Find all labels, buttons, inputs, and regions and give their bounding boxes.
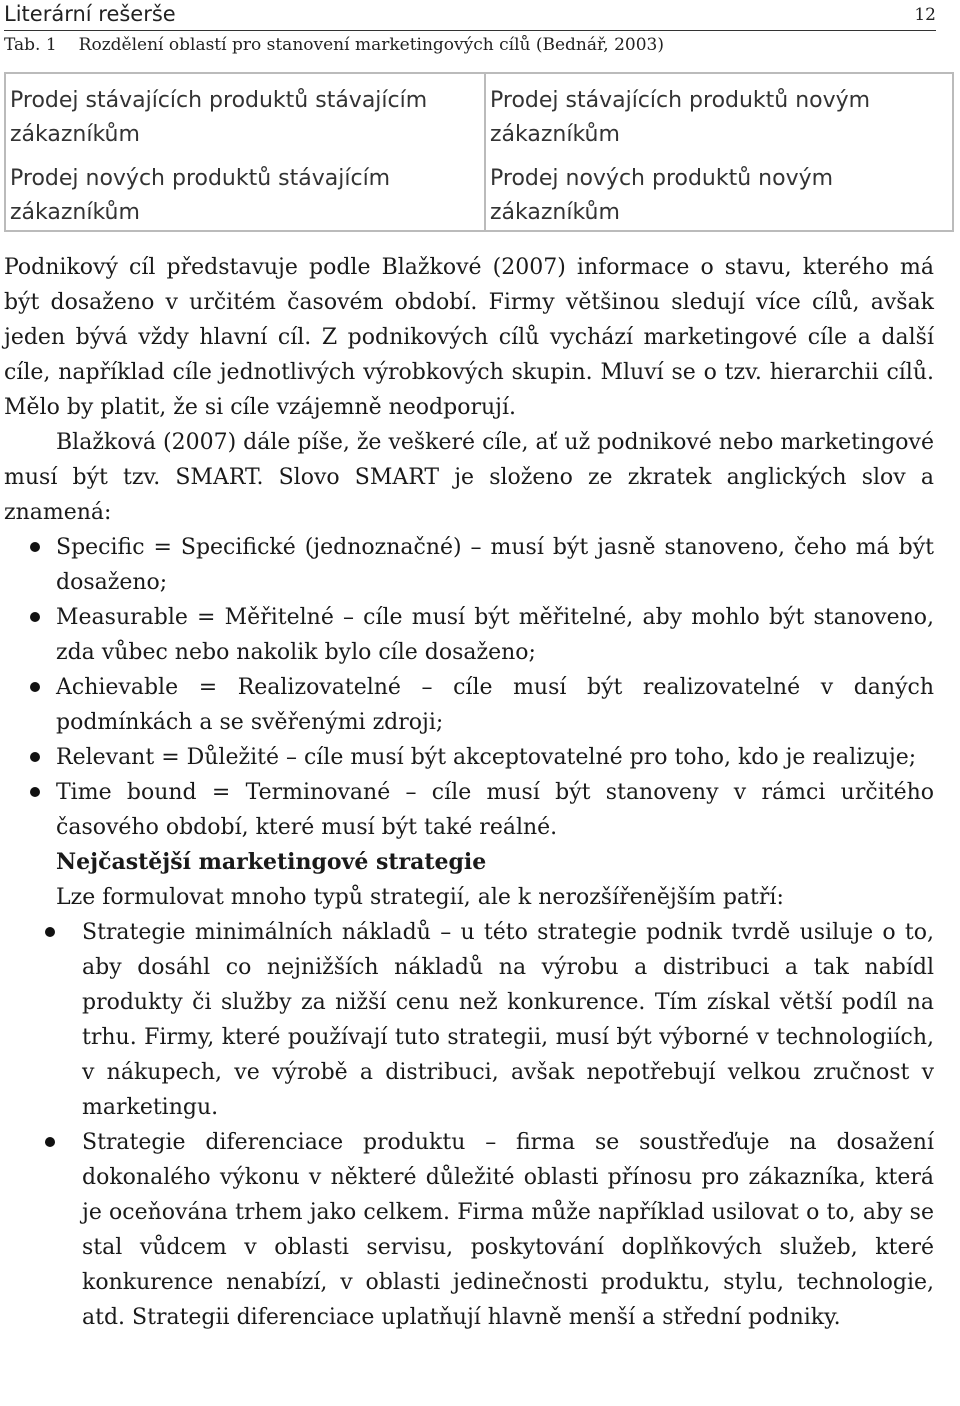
strategy-text: Strategie diferenciace produktu – firma se soustřeďuje na dosažení dokonalého výkonu v některé důležité oblasti přínosu pro zákazníka, která je oceňována trhem jako celkem. Firma může například usilovat o to, aby se stal vůdcem v oblasti servisu, poskytování doplňkových služeb, které konkurence nenabízí, v oblasti jedinečnosti produktu, stylu, technologie, atd. Strategii diferenciace uplatňují hlavně menší a střední podniky. — [82, 1130, 934, 1330]
section-heading: Nejčastější marketingové strategie — [56, 849, 487, 875]
list-item — [4, 670, 934, 740]
section-intro: Lze formulovat mnoho typů strategií, ale k nerozšířenějším patří: — [56, 885, 784, 910]
smart-item-text: Relevant = Důležité – cíle musí být akceptovatelné pro toho, kdo je realizuje; — [56, 745, 917, 770]
list-item — [4, 915, 934, 1125]
smart-item-text: Measurable = Měřitelné – cíle musí být měřitelné, aby mohlo být stanoveno, zda vůbec nebo nakolik bylo cíle dosaženo; — [56, 605, 934, 665]
bullet-icon — [30, 787, 40, 797]
table-caption — [4, 32, 664, 58]
page-header — [4, 0, 936, 31]
list-item — [4, 530, 934, 600]
bullet-icon — [30, 612, 40, 622]
cell-new-products-new-customers: Prodej nových produktů novým zákazníkům — [490, 166, 834, 225]
list-item — [4, 600, 934, 670]
table-caption-label: Tab. 1 — [4, 35, 57, 55]
list-item — [4, 740, 934, 775]
table-row — [5, 73, 953, 231]
paragraph-corporate-goal: Podnikový cíl představuje podle Blažkové (2007) informace o stavu, kterého má být dosaženo v určitém časovém období. Firmy většinou sledují více cílů, avšak jeden bývá vždy hlavní cíl. Z podnikových cílů vychází marketingové cíle a další cíle, například cíle jednotlivých výrobkových skupin. Mluví se o tzv. hierarchii cílů. Mělo by platit, že si cíle vzájemně neodporují. — [4, 255, 934, 420]
paragraph-smart-intro: Blažková (2007) dále píše, že veškeré cíle, ať už podnikové nebo marketingové musí být tzv. SMART. Slovo SMART je složeno ze zkratek anglických slov a znamená: — [4, 430, 934, 525]
strategy-text: Strategie minimálních nákladů – u této strategie podnik tvrdě usiluje o to, aby dosáhl co nejnižších nákladů na výrobu a distribuci a tak nabídl produkty či služby za nižší cenu než konkurence. Tím získal větší podíl na trhu. Firmy, které používají tuto strategii, musí být výborné v technologiích, v nákupech, ve výrobě a distribuci, avšak nepotřebují velkou zručnost v marketingu. — [82, 920, 934, 1120]
smart-item-text: Achievable = Realizovatelné – cíle musí být realizovatelné v daných podmínkách a se svěřenými zdroji; — [56, 675, 934, 735]
marketing-goals-table — [4, 72, 954, 232]
smart-item-text: Time bound = Terminované – cíle musí být stanoveny v rámci určitého časového období, které musí být také reálné. — [56, 780, 934, 840]
cell-new-products-existing-customers: Prodej nových produktů stávajícím zákazníkům — [10, 166, 391, 225]
bullet-icon — [45, 1137, 55, 1147]
table-cell-existing-customers — [5, 73, 485, 231]
smart-criteria-list — [4, 530, 934, 845]
bullet-icon — [45, 927, 55, 937]
bullet-icon — [30, 542, 40, 552]
bullet-icon — [30, 682, 40, 692]
list-item — [4, 1125, 934, 1335]
document-body — [4, 250, 934, 1335]
table-cell-new-customers — [485, 73, 953, 231]
cell-existing-products-new-customers: Prodej stávajících produktů novým zákazníkům — [490, 88, 871, 147]
table-caption-text: Rozdělení oblastí pro stanovení marketingových cílů (Bednář, 2003) — [78, 35, 664, 55]
strategies-list — [4, 915, 934, 1335]
bullet-icon — [30, 752, 40, 762]
smart-item-text: Specific = Specifické (jednoznačné) – musí být jasně stanoveno, čeho má být dosaženo; — [56, 535, 934, 595]
header-title: Literární rešerše — [4, 2, 176, 26]
page-number: 12 — [914, 5, 936, 25]
cell-existing-products-existing-customers: Prodej stávajících produktů stávajícím zákazníkům — [10, 88, 428, 147]
list-item — [4, 775, 934, 845]
